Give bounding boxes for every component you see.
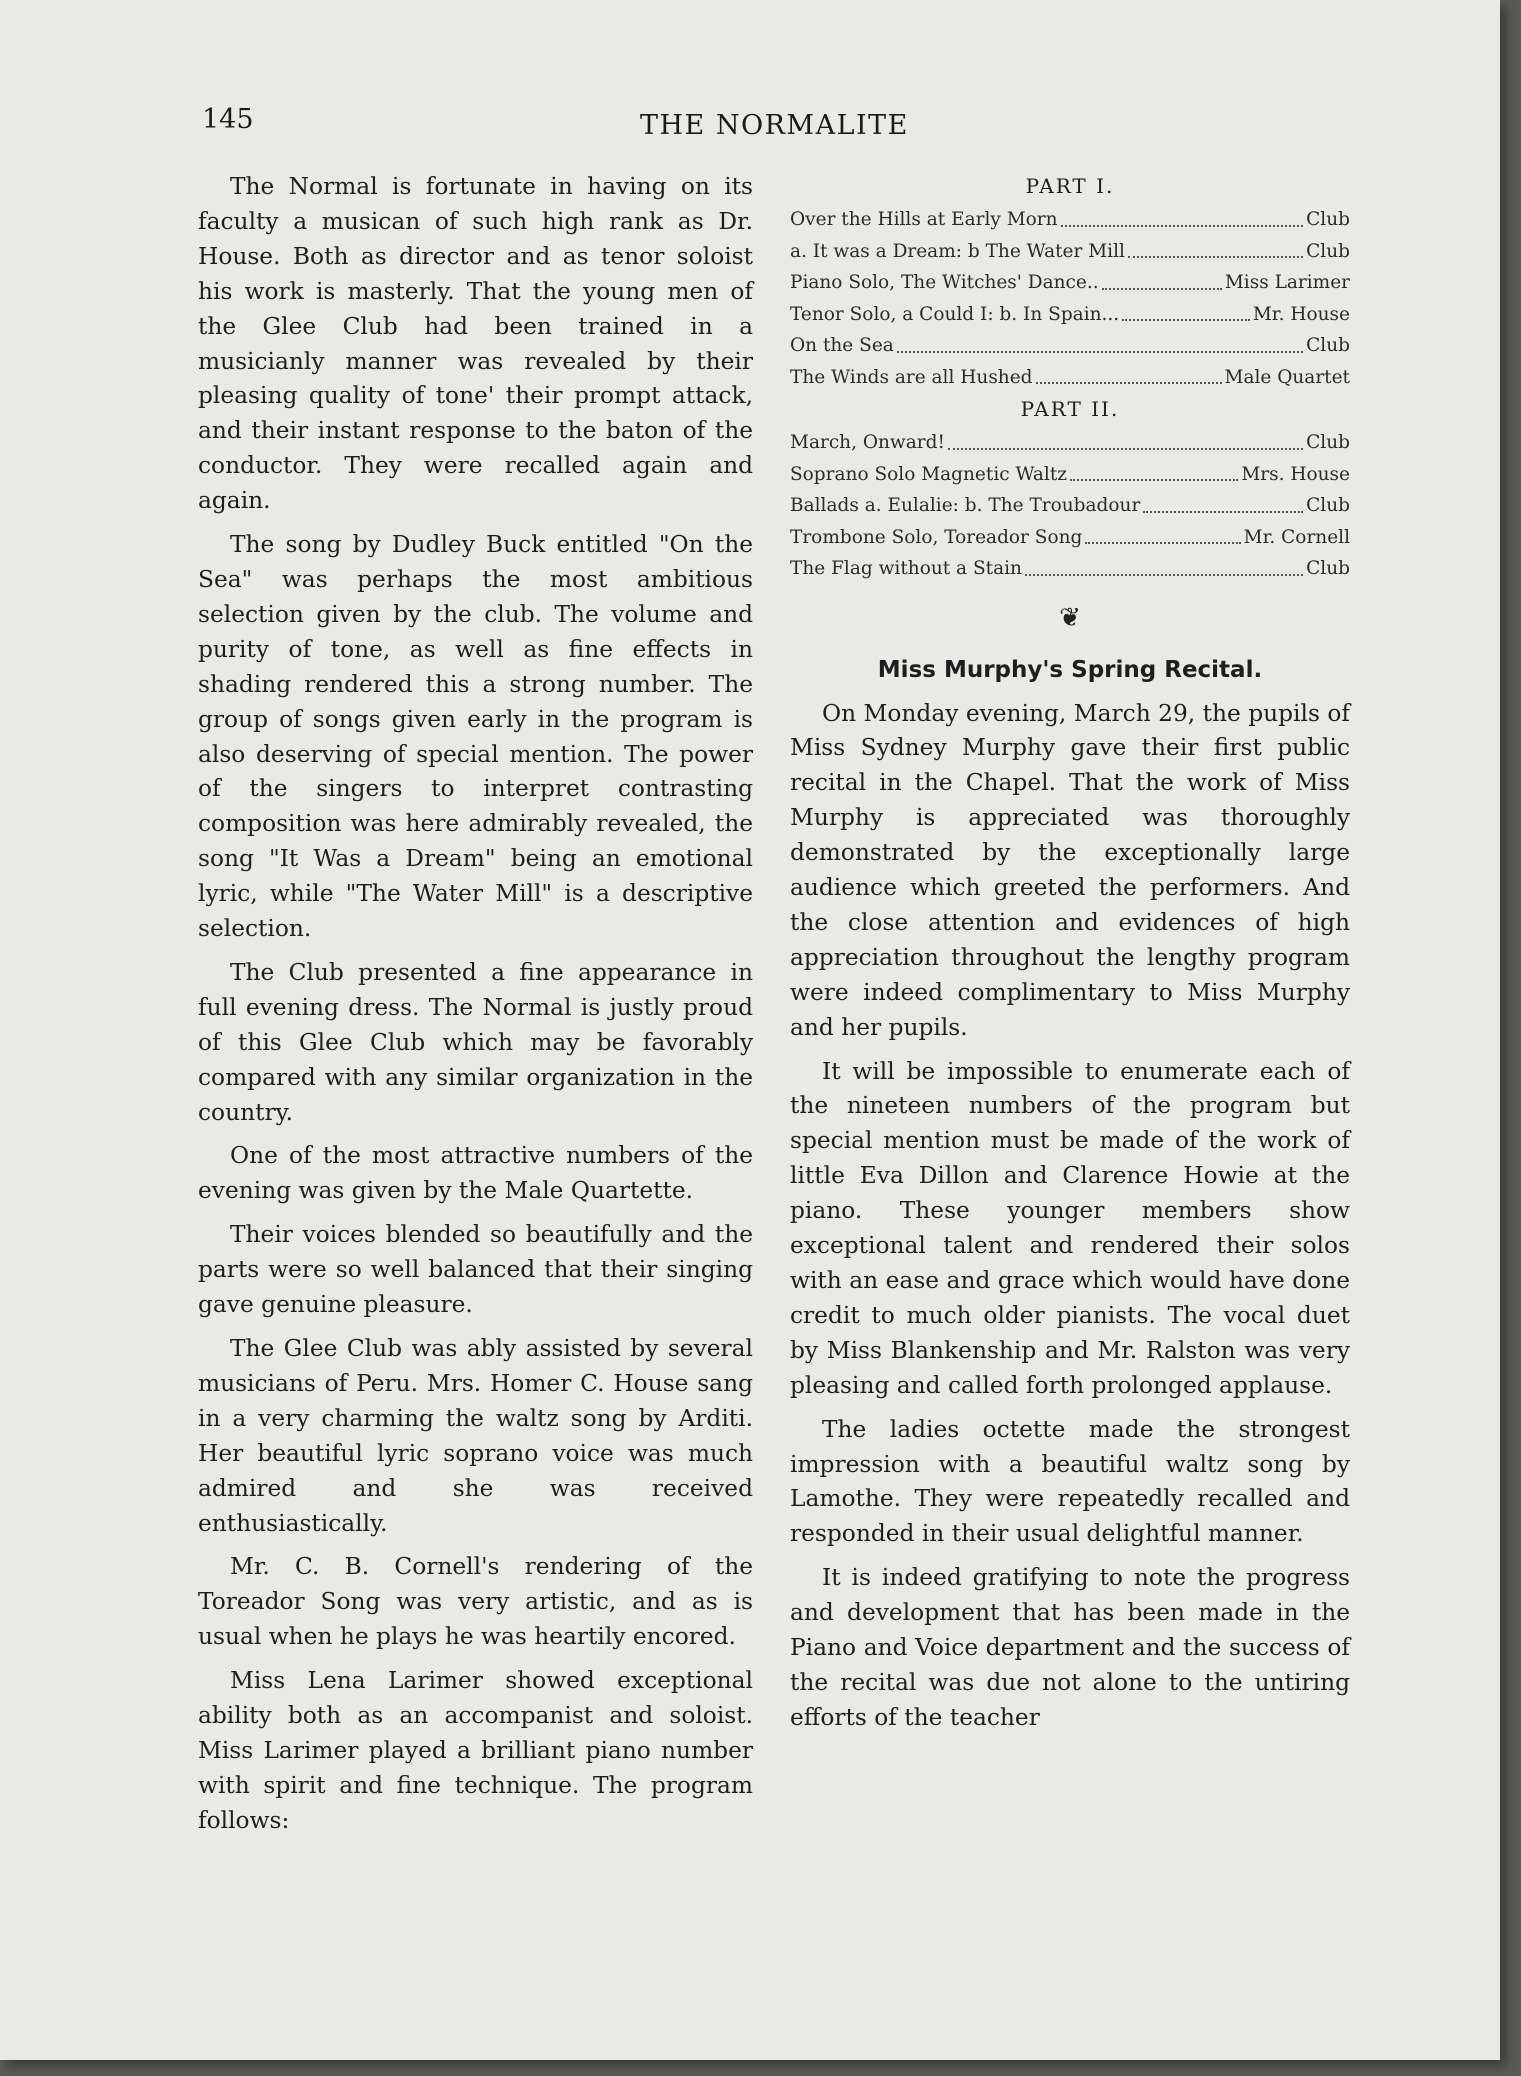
program-item [790, 204, 1350, 236]
program-item [790, 267, 1350, 299]
program-item-title: Tenor Solo, a Could I: b. In Spain... [790, 303, 1120, 325]
recital-paragraph: It is indeed gratifying to note the progress and development that has been made in the Piano and Voice department and the success of the recital was due not alone to the untiring efforts of the teacher [790, 1564, 1350, 1731]
dot-leader [1122, 299, 1250, 322]
program-item [790, 427, 1350, 459]
dot-leader [1061, 204, 1304, 227]
program-item-performer: Mrs. House [1241, 463, 1350, 485]
recital-paragraph: On Monday evening, March 29, the pupils of Miss Sydney Murphy gave their first public recital in the Chapel. That the work of Miss Murphy is appreciated was thoroughly demonstrated by the exceptionally large audience which greeted the performers. And the close attention and evidences of high appreciation throughout the lengthy program were indeed complimentary to Miss Murphy and her pupils. [790, 699, 1350, 1041]
program-item-performer: Club [1306, 209, 1350, 230]
dot-leader [1143, 490, 1303, 513]
dot-leader [1085, 522, 1240, 545]
article-heading: Miss Murphy's Spring Recital. [877, 656, 1263, 683]
glee-club-paragraph: The song by Dudley Buck entitled "On the Sea" was perhaps the most ambitious selection given by the club. The volume and purity of tone, as well as fine effects in shading rendered this a strong number. The group of songs given early in the program is also deserving of special mention. The power of the singers to interpret contrasting composition was here admirably revealed, the song "It Was a Dream" being an emotional lyric, while "The Water Mill" is a descriptive selection. [198, 531, 753, 943]
program-item-title: March, Onward! [790, 432, 945, 453]
program-item [790, 459, 1350, 491]
program-item-title: Trombone Solo, Toreador Song [790, 526, 1083, 548]
program-item-performer: Mr. Cornell [1243, 526, 1350, 548]
program-item-performer: Club [1306, 558, 1350, 579]
program-part-1-title: PART I. [1025, 174, 1115, 198]
leaf-ornament-icon: ❦ [1059, 602, 1081, 633]
program-item-performer: Club [1306, 240, 1350, 262]
program-item [790, 522, 1350, 554]
recital-paragraph: It will be impossible to enumerate each of the nineteen numbers of the program but special mention must be made of the work of little Eva Dillon and Clarence Howie at the piano. These younger members show exceptional talent and rendered their solos with an ease and grace which would have done credit to much older pianists. The vocal duet by Miss Blankenship and Mr. Ralston was very pleasing and called forth prolonged applause. [790, 1057, 1350, 1399]
glee-club-paragraph: The Glee Club was ably assisted by several musicians of Peru. Mrs. Homer C. House sang in a very charming the waltz song by Arditi. Her beautiful lyric soprano voice was much admired and she was received enthusiastically. [198, 1335, 753, 1537]
glee-club-paragraph: The Normal is fortunate in having on its faculty a musican of such high rank as Dr. House. Both as director and as tenor soloist his work is masterly. That the young men of the Glee Club had been trained in a musicianly manner was revealed by their pleasing quality of tone' their prompt attack, and their instant response to the baton of the conductor. They were recalled again and again. [198, 173, 753, 515]
dot-leader [1128, 236, 1303, 259]
program-item-title: The Flag without a Stain [790, 558, 1022, 579]
program-item-performer: Miss Larimer [1224, 272, 1350, 293]
dot-leader [1025, 553, 1303, 576]
program-item-performer: Male Quartet [1224, 366, 1350, 388]
glee-club-paragraph: The Club presented a fine appearance in full evening dress. The Normal is justly proud of this Glee Club which may be favorably compared with any similar organization in the country. [198, 958, 753, 1126]
dot-leader [1036, 362, 1222, 385]
dot-leader [897, 330, 1303, 353]
program-item-title: a. It was a Dream: b The Water Mill [790, 240, 1125, 262]
page-number: 145 [202, 104, 254, 135]
program-part-1-list [790, 204, 1350, 393]
program-item [790, 553, 1350, 585]
program-item-title: Over the Hills at Early Morn [790, 209, 1058, 230]
program-item-performer: Mr. House [1252, 303, 1350, 325]
program-part-2-list [790, 427, 1350, 585]
program-item [790, 490, 1350, 522]
program-item [790, 362, 1350, 394]
recital-paragraph: The ladies octette made the strongest impression with a beautiful waltz song by Lamothe. They were repeatedly recalled and responded in their usual delightful manner. [790, 1415, 1350, 1548]
program-item [790, 236, 1350, 268]
program-item-title: On the Sea [790, 335, 894, 356]
dot-leader [1070, 459, 1238, 482]
program-item-title: The Winds are all Hushed [790, 366, 1033, 388]
right-column [790, 170, 1350, 1745]
dot-leader [1102, 267, 1222, 290]
program-item-performer: Club [1306, 335, 1350, 356]
program-part-2-title: PART II. [1020, 397, 1120, 421]
program-item [790, 299, 1350, 331]
program-item-title: Piano Solo, The Witches' Dance.. [790, 272, 1099, 293]
program-item-title: Soprano Solo Magnetic Waltz [790, 463, 1068, 485]
glee-club-paragraph: Their voices blended so beautifully and the parts were so well balanced that their singing gave genuine pleasure. [198, 1221, 753, 1319]
glee-club-paragraph: Mr. C. B. Cornell's rendering of the Toreador Song was very artistic, and as is usual when he plays he was heartily encored. [198, 1553, 753, 1651]
dot-leader [948, 427, 1303, 450]
program-item-performer: Club [1306, 432, 1350, 453]
program-item-performer: Club [1306, 495, 1350, 516]
program-item-title: Ballads a. Eulalie: b. The Troubadour [790, 495, 1141, 516]
running-head: THE NORMALITE [640, 110, 909, 141]
glee-club-paragraph: Miss Lena Larimer showed exceptional ability both as an accompanist and soloist. Miss Larimer played a brilliant piano number with spirit and fine technique. The program follows: [198, 1667, 753, 1834]
program-item [790, 330, 1350, 362]
glee-club-paragraph: One of the most attractive numbers of the evening was given by the Male Quartette. [198, 1142, 753, 1205]
left-column [198, 170, 753, 1848]
